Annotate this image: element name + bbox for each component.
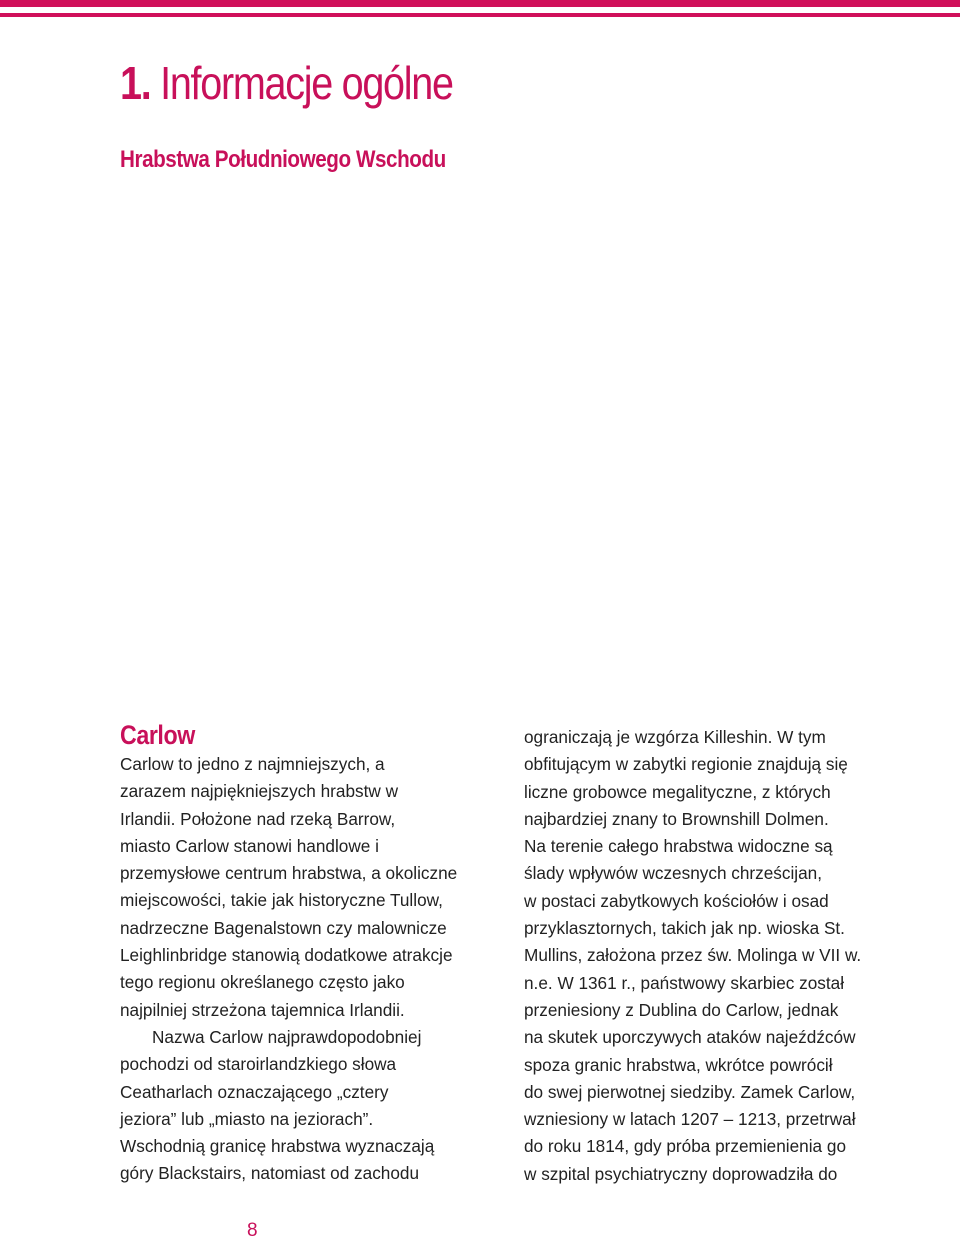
text-line: do swej pierwotnej siedziby. Zamek Carlow, (524, 1081, 856, 1102)
text-line: Mullins, założona przez św. Molinga w VII w. (524, 945, 862, 966)
text-line: Carlow to jedno z najmniejszych, a (120, 754, 385, 774)
text-line: liczne grobowce megalityczne, z których (524, 781, 831, 802)
text-line: Nazwa Carlow najprawdopodobniej (152, 1026, 422, 1047)
paragraph (524, 724, 904, 1188)
header-bar-thin (0, 13, 960, 17)
text-line: Ceatharlach oznaczającego „cztery (120, 1081, 389, 1102)
text-line: przemysłowe centrum hrabstwa, a okoliczne (120, 863, 458, 884)
text-line: Wschodnią granicę hrabstwa wyznaczają (120, 1136, 435, 1157)
text-line: zarazem najpiękniejszych hrabstw w (120, 781, 398, 802)
article-heading: Carlow (120, 720, 195, 750)
left-column (120, 751, 500, 1188)
text-line: tego regionu określanego często jako (120, 972, 405, 993)
text-line: n.e. W 1361 r., państwowy skarbiec został (524, 972, 845, 993)
text-line: najpilniej strzeżona tajemnica Irlandii. (120, 999, 405, 1020)
text-line: Na terenie całego hrabstwa widoczne są (524, 836, 833, 857)
text-line: góry Blackstairs, natomiast od zachodu (120, 1163, 420, 1184)
text-line: wzniesiony w latach 1207 – 1213, przetrwał (524, 1109, 856, 1130)
text-line: obfitującym w zabytki regionie znajdują się (524, 754, 848, 775)
page-number: 8 (247, 1220, 258, 1241)
text-line: ślady wpływów wczesnych chrześcijan, (524, 863, 823, 884)
text-line: na skutek uporczywych ataków najeźdźców (524, 1027, 856, 1048)
text-line: spoza granic hrabstwa, wkrótce powrócił (524, 1054, 833, 1075)
section-number: 1. (120, 57, 151, 109)
text-line: miasto Carlow stanowi handlowe i (120, 835, 379, 856)
text-line: przeniesiony z Dublina do Carlow, jednak (524, 999, 839, 1020)
text-line: przyklasztornych, takich jak np. wioska St. (524, 918, 845, 939)
text-line: jeziora” lub „miasto na jeziorach”. (120, 1108, 374, 1129)
text-line: w szpital psychiatryczny doprowadziła do (524, 1163, 838, 1184)
right-column (524, 724, 904, 1188)
text-line: Leighlinbridge stanowią dodatkowe atrakcje (120, 945, 453, 966)
text-line: miejscowości, takie jak historyczne Tullow, (120, 890, 443, 911)
text-line: najbardziej znany to Brownshill Dolmen. (524, 808, 829, 829)
paragraph (120, 1024, 500, 1188)
paragraph (120, 751, 500, 1024)
section-title (120, 56, 453, 110)
text-line: w postaci zabytkowych kościołów i osad (524, 890, 829, 911)
section-subtitle: Hrabstwa Południowego Wschodu (120, 146, 446, 173)
text-line: do roku 1814, gdy próba przemienienia go (524, 1136, 847, 1157)
text-line: pochodzi od staroirlandzkiego słowa (120, 1054, 397, 1075)
section-title-text: Informacje ogólne (160, 57, 453, 109)
header-bar-thick (0, 0, 960, 7)
text-line: ograniczają je wzgórza Killeshin. W tym (524, 727, 826, 747)
text-line: nadrzeczne Bagenalstown czy malownicze (120, 917, 447, 938)
text-line: Irlandii. Położone nad rzeką Barrow, (120, 808, 396, 829)
